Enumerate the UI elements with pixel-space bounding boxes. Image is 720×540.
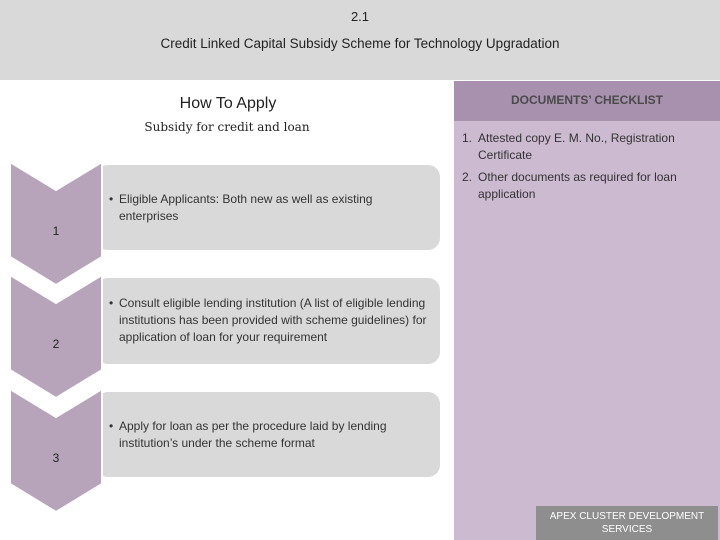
checklist-item-1 bbox=[462, 130, 712, 164]
checklist-item-2-number: 2. bbox=[462, 170, 473, 184]
step-2-number: 2 bbox=[52, 337, 60, 351]
step-1-number: 1 bbox=[52, 224, 60, 238]
slide-title: Credit Linked Capital Subsidy Scheme for Technology Upgradation bbox=[160, 36, 560, 51]
footer-label bbox=[536, 506, 718, 540]
step-2-bullet: • bbox=[109, 296, 114, 310]
checklist-item-1-number: 1. bbox=[462, 131, 473, 145]
checklist-item-2-text: Other documents as required for loan application bbox=[478, 170, 677, 201]
checklist-item-1-text: Attested copy E. M. No., Registration Certificate bbox=[478, 131, 675, 162]
how-to-apply-title: How To Apply bbox=[179, 95, 277, 112]
checklist-item-2 bbox=[462, 169, 712, 203]
footer-line-2: SERVICES bbox=[601, 524, 653, 535]
step-1-bullet: • bbox=[109, 192, 114, 206]
step-3-text: Apply for loan as per the procedure laid by lending institution’s under the scheme format bbox=[119, 419, 387, 450]
checklist-title: DOCUMENTS’ CHECKLIST bbox=[510, 93, 663, 107]
step-2-box bbox=[96, 278, 440, 364]
checklist-header bbox=[454, 81, 720, 121]
step-3-number: 3 bbox=[52, 451, 60, 465]
step-2-text: Consult eligible lending institution (A list of eligible lending institutions has been provided with scheme guidelines) for application of loan for your requirement bbox=[119, 296, 427, 344]
step-3-bullet: • bbox=[109, 419, 114, 433]
step-1-box bbox=[96, 165, 440, 250]
step-1-text: Eligible Applicants: Both new as well as existing enterprises bbox=[119, 192, 373, 223]
footer-line-1: APEX CLUSTER DEVELOPMENT bbox=[549, 511, 705, 522]
how-to-apply-subtitle: Subsidy for credit and loan bbox=[144, 120, 310, 134]
step-3-box bbox=[96, 392, 440, 477]
slide-number: 2.1 bbox=[350, 9, 370, 24]
slide-header bbox=[0, 0, 720, 80]
